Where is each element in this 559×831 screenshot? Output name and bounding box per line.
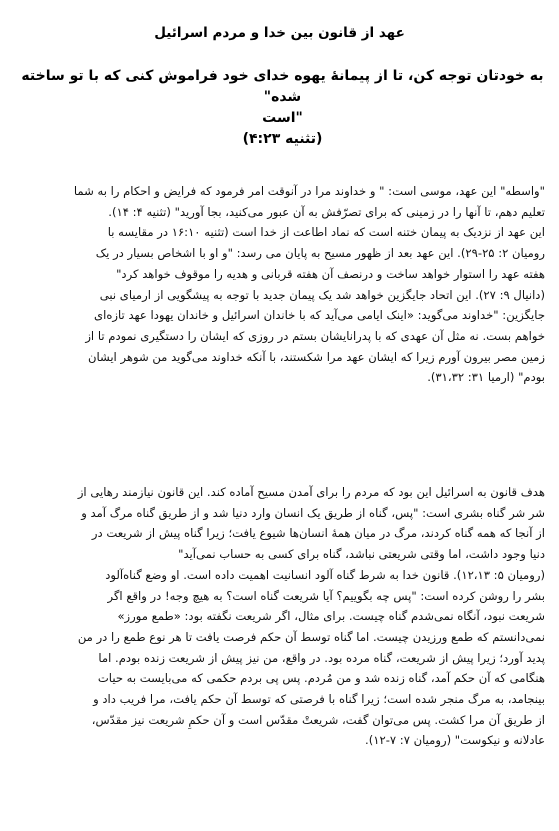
paragraph-line: جایگزین: "خداوند می‌گوید: «اینک ایامی می‌آید که با خاندان اسرائیل و خاندان یهودا عهد تازه‌ای [94,308,545,323]
paragraph-line: عادلانه و نیکوست" (رومیان ۷: ۷-۱۲). [365,733,545,748]
paragraph-line: بودم" (ارمیا ۳۱: ۳۱،۳۲). [427,370,545,385]
paragraph-line: پدید آورد؛ زیرا پیش از شریعت، گناه مرده بود. در واقع، من نیز پیش از شریعت زنده بودم. اما [98,650,545,665]
paragraph-line: بینجامد، به مرگ منجر شده است؛ زیرا گناه با فرصتی که توسط آن حکم یافت، مرا فریب داد و [93,692,545,707]
paragraph-line: شریعت نبود، آنگاه نمی‌شدم گناه چیست. برای مثال، اگر شریعت نگفته بود: «طمع مورز» [117,609,545,624]
verse-reference: (تثنیه ۴:۲۳) [242,131,323,147]
paragraph-line: خواهم بست. نه مثل آن عهدی که با پدرانایشان بستم در روزی که ایشان را دستگیری نمودم تا از [85,328,545,343]
paragraph-line: (دانیال ۹: ۲۷). این اتحاد جایگزین خواهد شد یک پیمان جدید با توجه به پیشگویی از ارمیای نبی [99,287,545,302]
paragraph-line: "واسطه" این عهد، موسی است: " و خداوند مرا در آنوقت امر فرمود که فرایض و احکام را به شما [73,184,545,198]
paragraph-line: رومیان ۲: ۲۵-۲۹). این عهد بعد از ظهور مسیح به پایان می رسد: "و او با اشخاص بسیار در یک [95,246,545,261]
paragraph-line: بشر را روشن کرده است: "پس چه بگوییم؟ آیا شریعت گناه است؟ به هیچ وجه! در واقع اگر [107,588,545,603]
paragraph-line: نمی‌دانستم که طمع ورزیدن چیست. اما گناه توسط آن حکم فرصت یافت تا هر نوع طمع را در من [77,629,545,644]
paragraph-line: (رومیان ۵: ۱۲،۱۳). قانون خدا به شرط گناه آلود انسانیت اهمیت داده است. او وضع گناه‌آلود [105,567,545,582]
paragraph-line: هدف قانون به اسرائیل این بود که مردم را برای آمدن مسیح آماده کند. این قانون نیازمند رهایی از [77,485,545,499]
paragraph-line: این عهد از نزدیک به پیمان ختنه است که نماد اطاعت از خدا است (تثنیه ۱۶:۱۰ در مقایسه با [107,225,545,240]
paragraph-line: هنگامی که آن حکم آمد، گناه زنده شد و من مُردم. پس پی بردم حکمی که می‌بایست به حیات [97,671,545,686]
paragraph-line: دنیا وجود داشت، اما وقتی شریعتی نباشد، گناه برای کسی به حساب نمی‌آید" [178,547,545,562]
paragraph-mediator [16,181,545,388]
verse-line-2: "است [262,110,303,126]
paragraph-purpose [16,482,545,751]
verse-line-1: به خودتان توجه کن، تا از پیمانۀ یهوه خدای خود فراموش کنی که با تو ساخته شده" [21,68,544,105]
page-title: عهد از قانون بین خدا و مردم اسرائیل [154,25,405,41]
paragraph-line: شر شر گناه بشری است: "پس، گناه از طریق یک انسان وارد دنیا شد و از طریق گناه مرگ آمد و [81,505,545,520]
paragraph-line: هفته عهد را استوار خواهد ساخت و درنصف آن هفته قربانی و هدیه را موقوف خواهد کرد" [116,266,545,281]
verse-quote [18,66,547,150]
paragraph-line: زمین مصر بیرون آورم زیرا که ایشان عهد مرا شکستند، با آنکه خداوند می‌گوید من شوهر ایشان [87,349,545,364]
paragraph-line: از طریق آن مرا کشت. پس می‌توان گفت، شریعتْ مقدّس است و آن حکمِ شریعت نیز مقدّس، [91,712,545,727]
paragraph-line: از آنجا که همه گناه کردند، مرگ در میان همۀ انسان‌ها شیوع یافت؛ زیرا گناه پیش از شریعت در [91,526,545,541]
paragraph-line: تعلیم دهم، تا آنها را در زمینی که برای تصرّفش به آن عبور می‌کنید، بجا آورید" (تثنیه ۴: ۱۴). [108,204,545,219]
